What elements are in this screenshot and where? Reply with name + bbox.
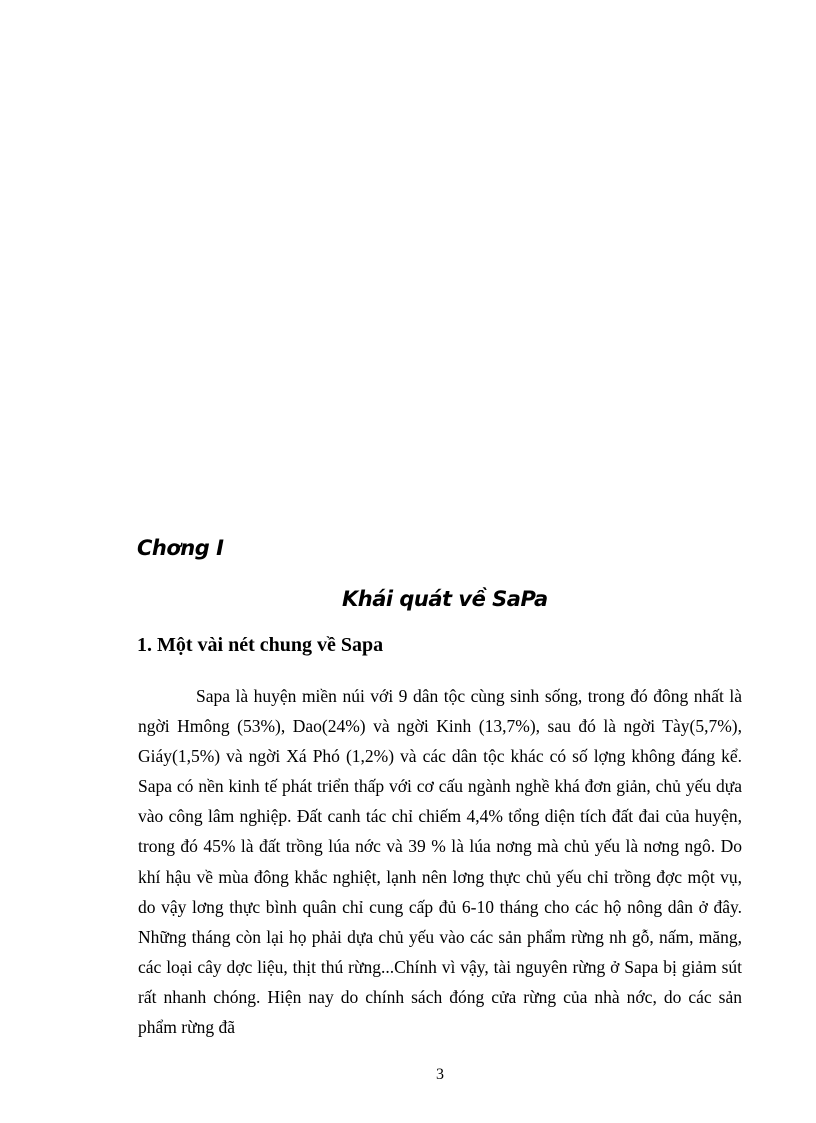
chapter-title: Khái quát về SaPa	[342, 587, 548, 611]
chapter-label: Chơng I	[137, 536, 224, 560]
body-paragraph: Sapa là huyện miền núi với 9 dân tộc cùng sinh sống, trong đó đông nhất là ngời Hmông (53%), Dao(24%) và ngời Kinh (13,7%), sau đó là ngời Tày(5,7%), Giáy(1,5%) và ngời Xá Phó (1,2%) và các dân tộc khác có số lợng không đáng kể. Sapa có nền kinh tế phát triển thấp với cơ cấu ngành nghề khá đơn giản, chủ yếu dựa vào công lâm nghiệp. Đất canh tác chỉ chiếm 4,4% tổng diện tích đất đai của huyện, trong đó 45% là đất trồng lúa nớc và 39 % là lúa nơng mà chủ yếu là nơng ngô. Do khí hậu về mùa đông khắc nghiệt, lạnh nên lơng thực chủ yếu chỉ trồng đợc một vụ, do vậy lơng thực bình quân chỉ cung cấp đủ 6-10 tháng cho các hộ nông dân ở đây. Những tháng còn lại họ phải dựa chủ yếu vào các sản phẩm rừng nh gỗ, nấm, măng, các loại cây dợc liệu, thịt thú rừng...Chính vì vậy, tài nguyên rừng ở Sapa bị giảm sút rất nhanh chóng. Hiện nay do chính sách đóng cửa rừng của nhà nớc, do các sản phẩm rừng đã	[138, 686, 742, 1038]
section-heading: 1. Một vài nét chung về Sapa	[137, 634, 384, 656]
page-number: 3	[436, 1066, 444, 1083]
